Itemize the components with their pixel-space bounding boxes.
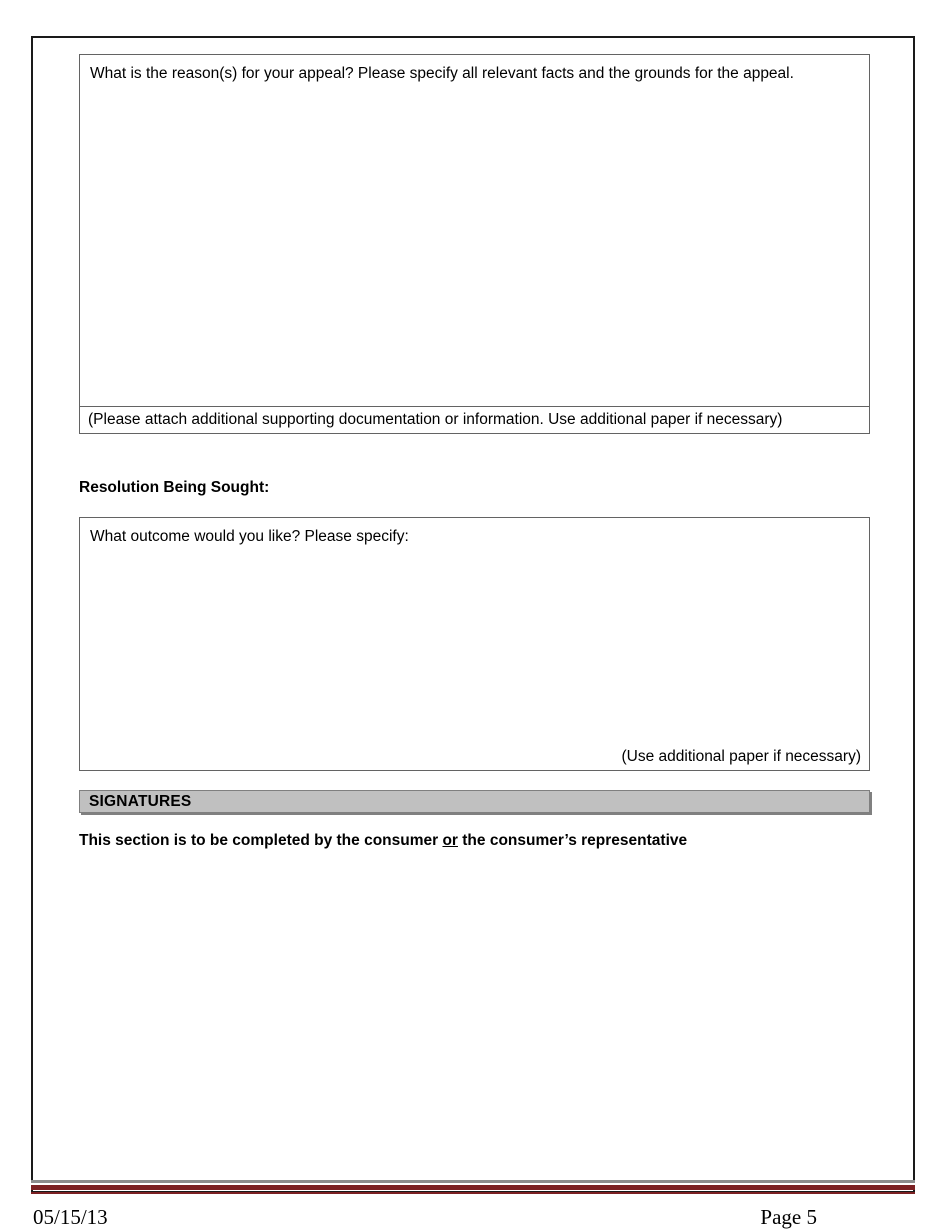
- signatures-banner-wrap: [79, 790, 870, 814]
- signatures-banner-label: SIGNATURES: [89, 793, 192, 810]
- footer-date: 05/15/13: [33, 1205, 108, 1229]
- page-content: [79, 54, 870, 851]
- page-footer: [31, 1180, 915, 1230]
- reason-for-appeal-prompt: What is the reason(s) for your appeal? Please specify all relevant facts and the grounds for the appeal.: [90, 65, 794, 82]
- signature-instruction-suffix: the consumer’s representative: [457, 832, 688, 849]
- resolution-being-sought-heading: Resolution Being Sought:: [79, 479, 270, 496]
- spacer-after-heading: [79, 497, 870, 517]
- reason-box-footnote: (Please attach additional supporting documentation or information. Use additional paper if necessary): [88, 411, 783, 428]
- spacer-after-reason-box: [79, 434, 870, 479]
- resolution-sought-prompt: What outcome would you like? Please specify:: [90, 528, 409, 545]
- signature-instruction-emphasis: or: [442, 832, 458, 849]
- signatures-banner: [79, 790, 870, 813]
- signature-instruction: [79, 831, 870, 851]
- footer-row: [31, 1205, 915, 1230]
- resolution-box-footnote: (Use additional paper if necessary): [621, 748, 861, 765]
- signature-instruction-prefix: This section is to be completed by the consumer: [79, 832, 443, 849]
- footer-page-number: Page 5: [760, 1205, 817, 1229]
- reason-for-appeal-box[interactable]: [79, 54, 870, 434]
- footer-rule-maroon-thin: [31, 1192, 915, 1194]
- footer-rule-maroon-thick: [31, 1185, 915, 1190]
- resolution-sought-box[interactable]: [79, 517, 870, 771]
